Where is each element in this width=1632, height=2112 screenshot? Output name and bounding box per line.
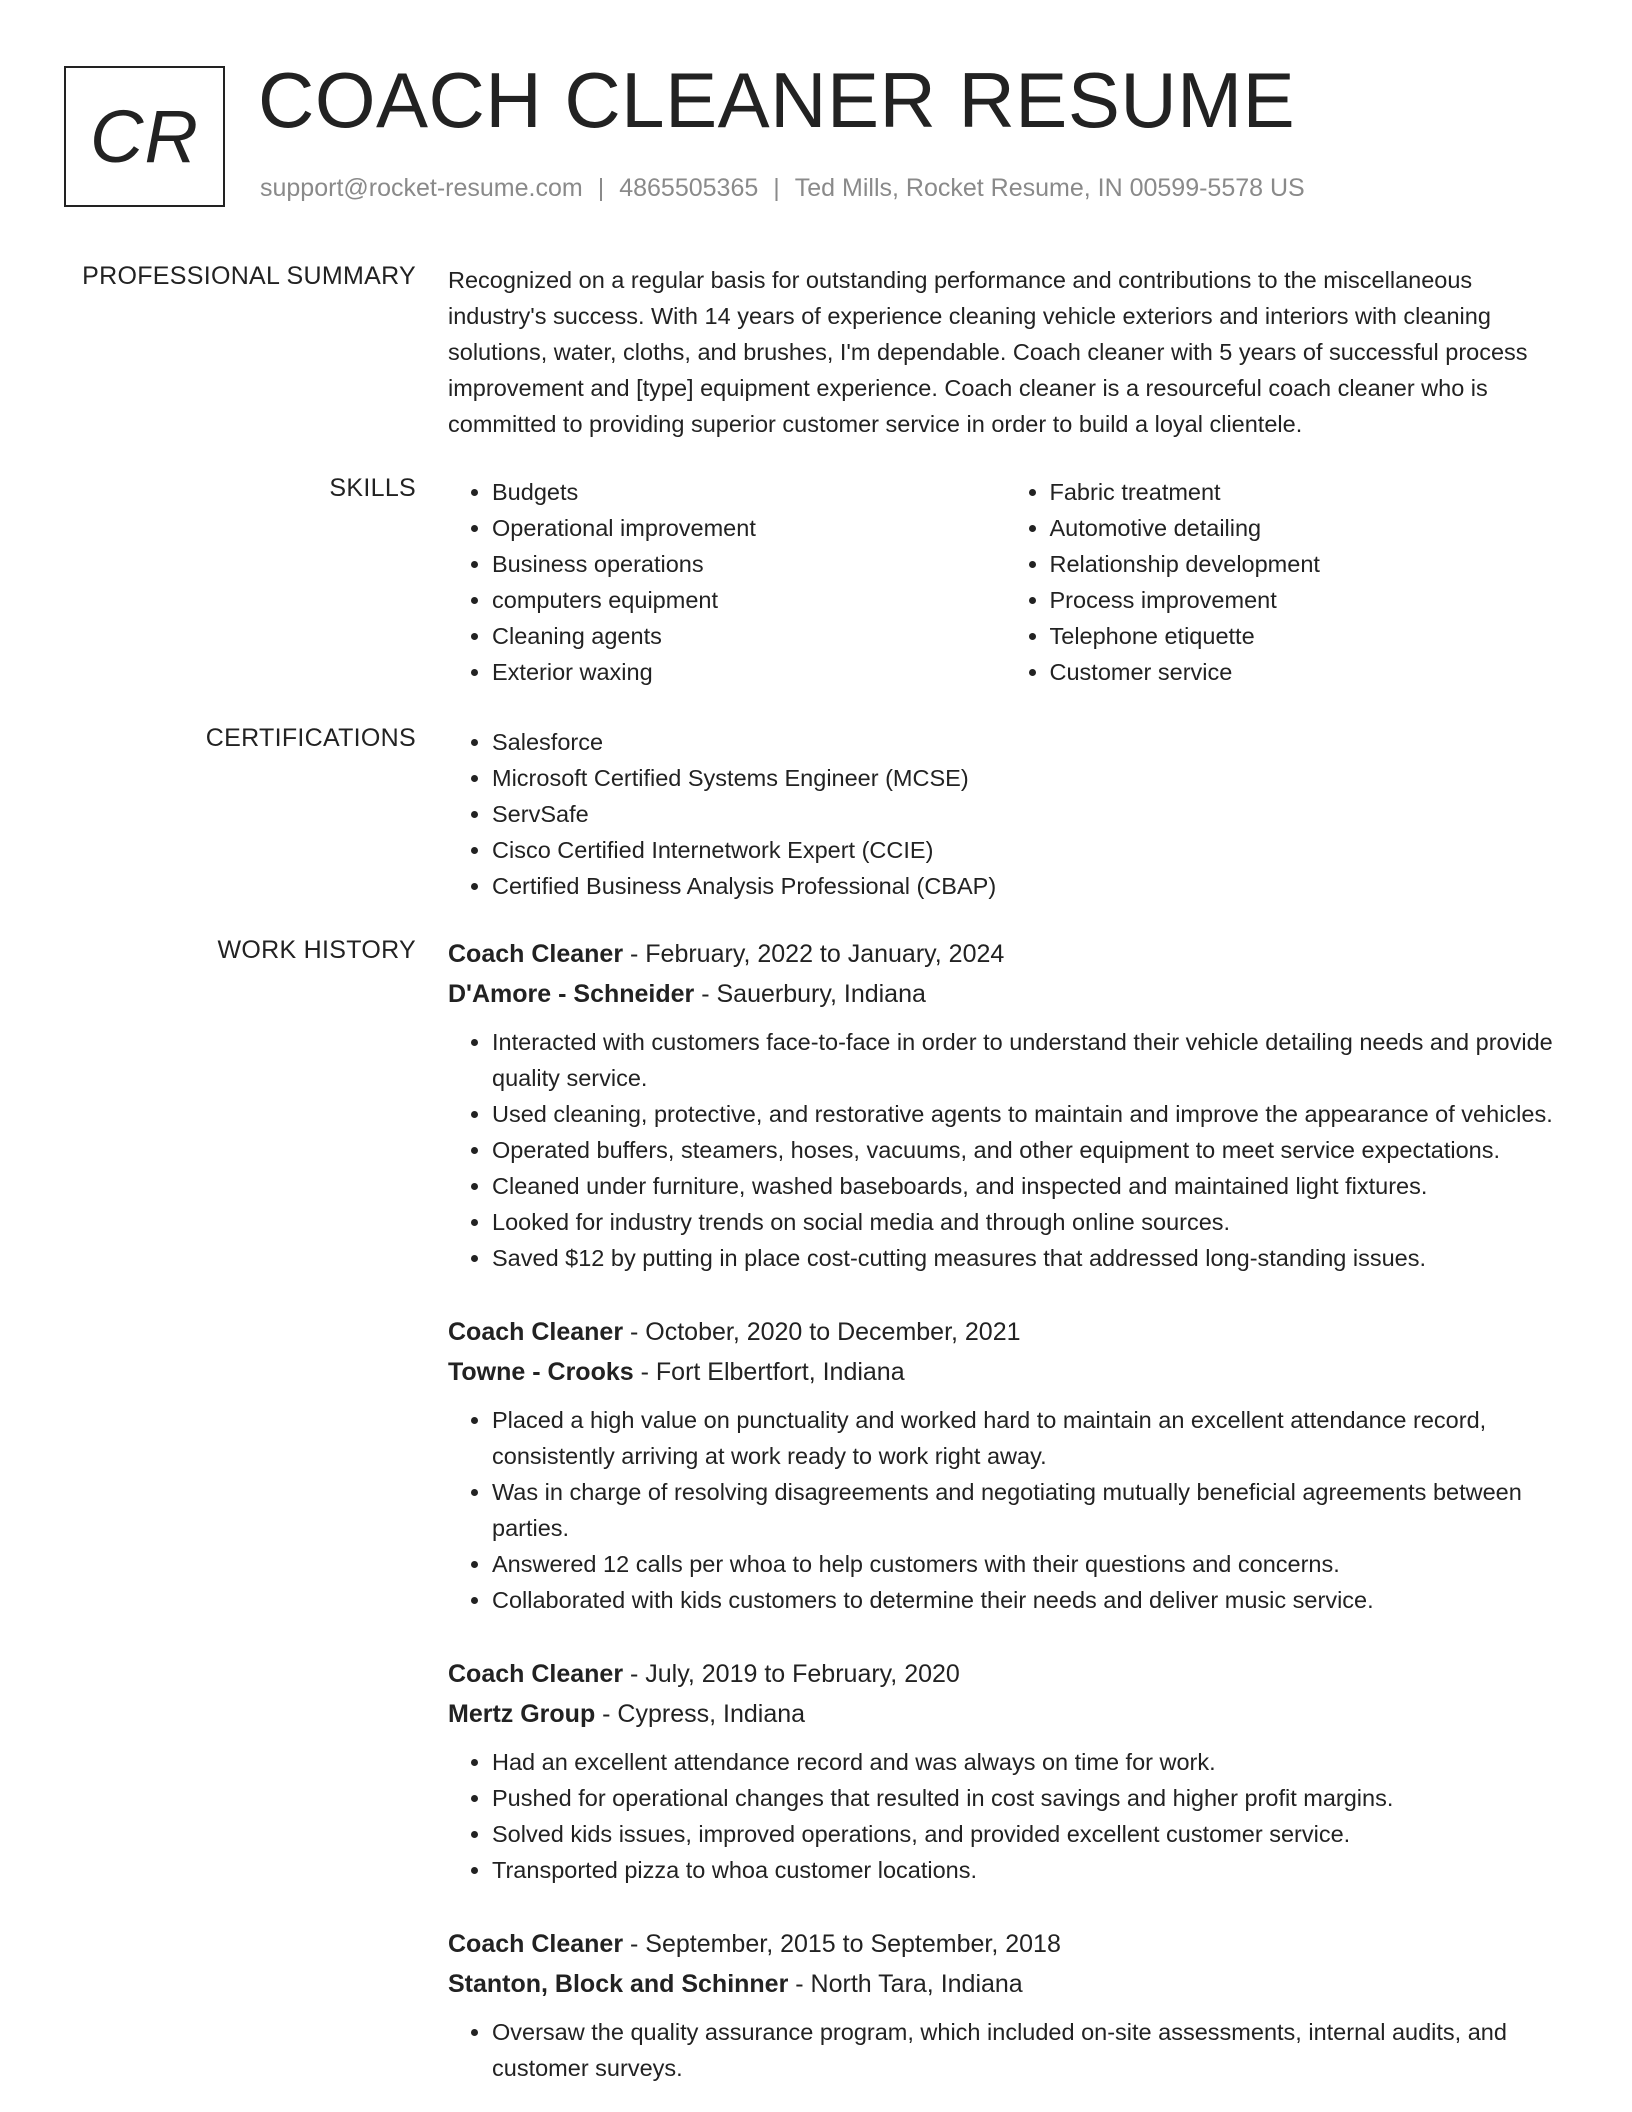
- job-duty-item: • Was in charge of resolving disagreements and negotiating mutually beneficial agreements between parties.: [492, 1474, 1563, 1546]
- job-title-line: [448, 934, 1563, 974]
- job-location: - North Tara, Indiana: [788, 1970, 1023, 1998]
- job-dates: - February, 2022 to January, 2024: [623, 940, 1005, 968]
- certification-item: • ServSafe: [492, 796, 1563, 832]
- job-duty-item: • Operated buffers, steamers, hoses, vacuums, and other equipment to meet service expectations.: [492, 1132, 1563, 1168]
- job-company-line: [448, 1964, 1563, 2004]
- job-company-line: [448, 1694, 1563, 1734]
- job-dates: - October, 2020 to December, 2021: [623, 1318, 1021, 1346]
- contact-address: Ted Mills, Rocket Resume, IN 00599-5578 US: [794, 174, 1305, 202]
- contact-line: [260, 174, 1305, 203]
- skill-item: • Operational improvement: [492, 510, 1006, 546]
- job-duties-list: [448, 1744, 1563, 1888]
- job-company: Towne - Crooks: [448, 1358, 634, 1386]
- job-duty-item: • Used cleaning, protective, and restorative agents to maintain and improve the appearance of vehicles.: [492, 1096, 1563, 1132]
- job-title: Coach Cleaner: [448, 1930, 624, 1958]
- skill-item: • Relationship development: [1050, 546, 1564, 582]
- job-duty-item: • Had an excellent attendance record and was always on time for work.: [492, 1744, 1563, 1780]
- job-location: - Cypress, Indiana: [595, 1700, 806, 1728]
- job-duty-item: • Looked for industry trends on social media and through online sources.: [492, 1204, 1563, 1240]
- job-duties-list: [448, 1024, 1563, 1276]
- work-history-body: [448, 934, 1563, 2112]
- skills-list-left: [448, 474, 1006, 690]
- job-duty-item: • Answered 12 calls per whoa to help customers with their questions and concerns.: [492, 1546, 1563, 1582]
- job-location: - Sauerbury, Indiana: [694, 980, 926, 1008]
- job-company: Stanton, Block and Schinner: [448, 1970, 789, 1998]
- job-duty-item: • Oversaw the quality assurance program, which included on-site assessments, internal audits, and customer surveys.: [492, 2014, 1563, 2086]
- job-duty-item: • Interacted with customers face-to-face in order to understand their vehicle detailing needs and provide quality service.: [492, 1024, 1563, 1096]
- skill-item: • Fabric treatment: [1050, 474, 1564, 510]
- job-entry: [448, 1312, 1563, 1618]
- certification-item: • Certified Business Analysis Professional (CBAP): [492, 868, 1563, 904]
- job-entry: [448, 1924, 1563, 2086]
- skill-item: • Process improvement: [1050, 582, 1564, 618]
- summary-heading: PROFESSIONAL SUMMARY: [82, 262, 416, 290]
- job-duty-item: • Placed a high value on punctuality and worked hard to maintain an excellent attendance record, consistently arriving at work ready to work right away.: [492, 1402, 1563, 1474]
- job-duty-item: • Cleaned under furniture, washed baseboards, and inspected and maintained light fixtures.: [492, 1168, 1563, 1204]
- job-duties-list: [448, 1402, 1563, 1618]
- job-title: Coach Cleaner: [448, 1660, 624, 1688]
- certifications-heading: CERTIFICATIONS: [205, 724, 416, 752]
- job-duty-item: • Solved kids issues, improved operations, and provided excellent customer service.: [492, 1816, 1563, 1852]
- skill-item: • Exterior waxing: [492, 654, 1006, 690]
- job-company-line: [448, 974, 1563, 1014]
- skills-body: [448, 474, 1563, 690]
- skill-item: • Cleaning agents: [492, 618, 1006, 654]
- monogram-logo: [64, 66, 225, 207]
- certifications-body: [448, 724, 1563, 904]
- certification-item: • Salesforce: [492, 724, 1563, 760]
- contact-email[interactable]: support@rocket-resume.com: [260, 174, 583, 202]
- summary-text: Recognized on a regular basis for outstanding performance and contributions to the miscellaneous industry's success. With 14 years of experience cleaning vehicle exteriors and interiors with cleaning solutions, water, cloths, and brushes, I'm dependable. Coach cleaner with 5 years of successful process improvement and [type] equipment experience. Coach cleaner is a resourceful coach cleaner who is committed to providing superior customer service in order to build a loyal clientele.: [448, 267, 1528, 437]
- contact-separator: |: [597, 174, 605, 202]
- work-history-heading: WORK HISTORY: [217, 936, 416, 964]
- job-company-line: [448, 1352, 1563, 1392]
- skills-list-right: [1006, 474, 1564, 690]
- job-entry: [448, 934, 1563, 1276]
- skill-item: • Budgets: [492, 474, 1006, 510]
- job-title-line: [448, 1654, 1563, 1694]
- job-duties-list: [448, 2014, 1563, 2086]
- job-title-line: [448, 1312, 1563, 1352]
- certification-item: • Microsoft Certified Systems Engineer (MCSE): [492, 760, 1563, 796]
- job-location: - Fort Elbertfort, Indiana: [633, 1358, 905, 1386]
- resume-title: COACH CLEANER RESUME: [258, 56, 1296, 144]
- monogram-initials: CR: [90, 95, 199, 178]
- skill-item: • Customer service: [1050, 654, 1564, 690]
- job-dates: - September, 2015 to September, 2018: [623, 1930, 1061, 1958]
- contact-separator: |: [773, 174, 780, 202]
- job-dates: - July, 2019 to February, 2020: [623, 1660, 960, 1688]
- job-duty-item: • Saved $12 by putting in place cost-cutting measures that addressed long-standing issues.: [492, 1240, 1563, 1276]
- skills-heading: SKILLS: [329, 474, 416, 502]
- contact-phone[interactable]: 4865505365: [619, 174, 759, 202]
- job-duty-item: • Collaborated with kids customers to determine their needs and deliver music service.: [492, 1582, 1563, 1618]
- job-duty-item: • Transported pizza to whoa customer locations.: [492, 1852, 1563, 1888]
- job-title: Coach Cleaner: [448, 940, 624, 968]
- job-company: D'Amore - Schneider: [448, 980, 695, 1008]
- skill-item: • Telephone etiquette: [1050, 618, 1564, 654]
- job-title: Coach Cleaner: [448, 1318, 624, 1346]
- skill-item: • Business operations: [492, 546, 1006, 582]
- job-entry: [448, 1654, 1563, 1888]
- certifications-list: [448, 724, 1563, 904]
- summary-body: [448, 262, 1563, 442]
- job-company: Mertz Group: [448, 1700, 596, 1728]
- job-duty-item: • Pushed for operational changes that resulted in cost savings and higher profit margins.: [492, 1780, 1563, 1816]
- skill-item: • Automotive detailing: [1050, 510, 1564, 546]
- certification-item: • Cisco Certified Internetwork Expert (CCIE): [492, 832, 1563, 868]
- job-title-line: [448, 1924, 1563, 1964]
- skill-item: • computers equipment: [492, 582, 1006, 618]
